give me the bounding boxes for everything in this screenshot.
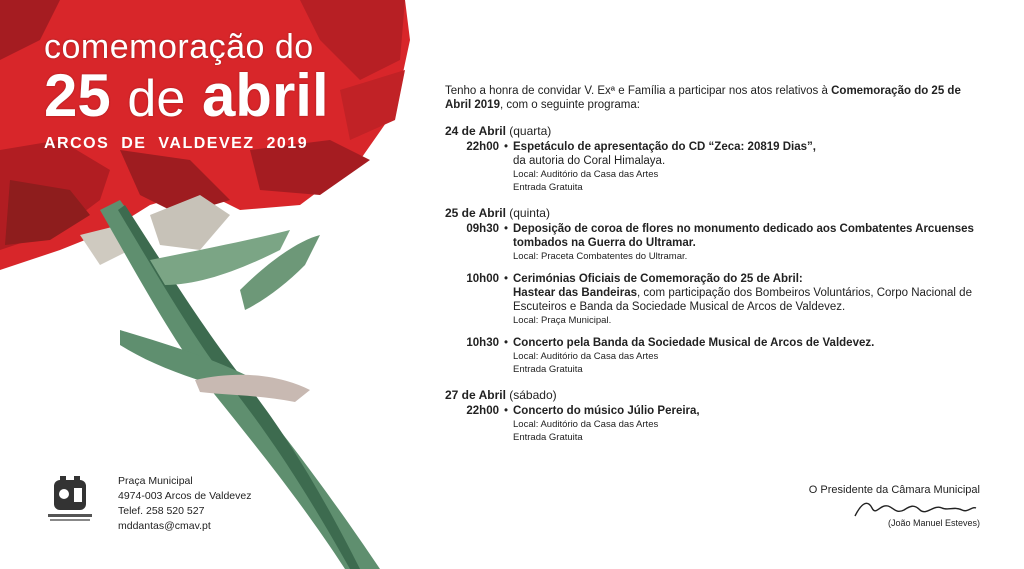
event-item	[445, 140, 980, 194]
intro-part-2: , com o seguinte programa:	[499, 99, 640, 111]
signature-role: O Presidente da Câmara Municipal	[808, 484, 980, 496]
poster-subtitle: ARCOS DE VALDEVEZ 2019	[44, 135, 309, 152]
day-heading	[445, 206, 980, 220]
event-time: 22h00	[466, 141, 499, 153]
day-date: 27 de Abril	[445, 388, 506, 402]
signature-name: (João Manuel Esteves)	[887, 518, 980, 528]
intro-bold: Comemoração do 25 de Abril 2019	[445, 85, 961, 111]
title-number: 25	[44, 62, 111, 129]
event-time: 10h30	[466, 337, 499, 349]
intro-part-1: Tenho a honra de convidar V. Exª e Família a participar nos atos relativos à	[445, 85, 832, 97]
event-entry: Entrada Gratuita	[513, 364, 583, 375]
event-item	[445, 272, 980, 327]
bullet: •	[503, 273, 509, 285]
contact-footer	[44, 474, 284, 534]
bullet: •	[503, 141, 509, 153]
day-weekday: (quarta)	[505, 124, 552, 138]
day-heading	[445, 388, 980, 402]
event-title: Deposição de coroa de flores no monumento dedicado aos Combatentes Arcuenses tombados na Guerra do Ultramar.	[513, 223, 974, 249]
intro-text	[445, 84, 980, 112]
event-time: 09h30	[466, 223, 499, 235]
address-line: 4974-003 Arcos de Valdevez	[118, 490, 252, 502]
bullet: •	[503, 337, 509, 349]
event-detail-bold: Hastear das Bandeiras	[513, 287, 638, 299]
address-line: Praça Municipal	[118, 475, 193, 487]
event-item	[445, 404, 980, 444]
program	[445, 84, 980, 444]
poster-title	[44, 28, 414, 153]
signature-icon	[850, 498, 980, 520]
bullet: •	[503, 223, 509, 235]
event-detail: da autoria do Coral Himalaya.	[513, 155, 666, 167]
day-weekday: (sábado)	[505, 388, 557, 402]
event-location: Local: Praça Municipal.	[513, 315, 612, 326]
email: mddantas@cmav.pt	[118, 520, 211, 532]
event-entry: Entrada Gratuita	[513, 432, 583, 443]
title-line-2	[44, 62, 414, 129]
signature-block	[790, 484, 980, 528]
title-abril: abril	[201, 62, 329, 129]
title-de: de	[127, 70, 186, 128]
event-title: Concerto do músico Júlio Pereira,	[513, 405, 700, 417]
event-entry: Entrada Gratuita	[513, 182, 583, 193]
day-weekday: (quinta)	[505, 206, 550, 220]
event-location: Local: Praceta Combatentes do Ultramar.	[513, 251, 688, 262]
event-time: 22h00	[466, 405, 499, 417]
event-location: Local: Auditório da Casa das Artes	[513, 419, 659, 430]
phone: Telef. 258 520 527	[118, 505, 205, 517]
event-detail-text: , com participação dos Bombeiros Voluntários, Corpo Nacional de Escuteiros e Banda da Sociedade Musical de Arcos de Valdevez.	[513, 287, 972, 313]
day-heading	[445, 124, 980, 138]
event-time: 10h00	[466, 273, 499, 285]
event-title: Cerimónias Oficiais de Comemoração do 25 de Abril:	[513, 273, 803, 285]
event-title: Espetáculo de apresentação do CD “Zeca: 20819 Dias”,	[513, 141, 816, 153]
event-item	[445, 336, 980, 376]
address-block	[118, 474, 251, 534]
title-line-1: comemoração do	[44, 28, 314, 66]
municipality-logo-icon	[44, 474, 96, 526]
event-detail	[513, 286, 980, 314]
day-date: 25 de Abril	[445, 206, 506, 220]
event-location: Local: Auditório da Casa das Artes	[513, 351, 659, 362]
event-item	[445, 222, 980, 263]
event-location: Local: Auditório da Casa das Artes	[513, 169, 659, 180]
day-date: 24 de Abril	[445, 124, 506, 138]
bullet: •	[503, 405, 509, 417]
event-title: Concerto pela Banda da Sociedade Musical de Arcos de Valdevez.	[513, 337, 875, 349]
